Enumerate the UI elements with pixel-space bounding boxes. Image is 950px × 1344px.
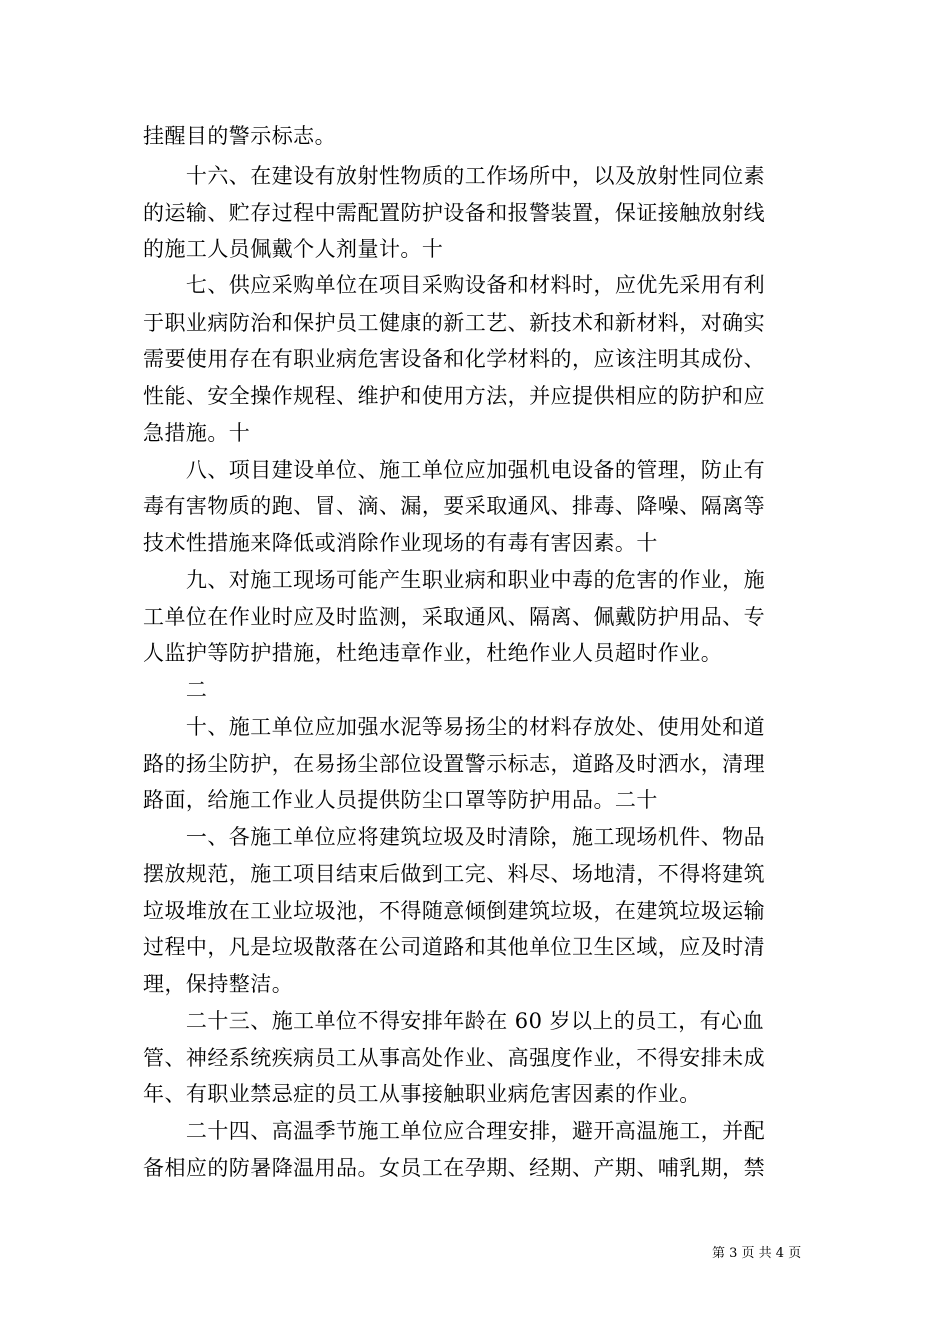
text-line: 急措施。十 xyxy=(143,421,251,445)
page-number: 第 3 页 共 4 页 xyxy=(712,1246,802,1261)
text-line: 管、神经系统疾病员工从事高处作业、高强度作业，不得安排未成 xyxy=(143,1046,766,1070)
text-line: 七、供应采购单位在项目采购设备和材料时，应优先采用有利 xyxy=(143,273,766,297)
text-line: 技术性措施来降低或消除作业现场的有毒有害因素。十 xyxy=(143,531,658,555)
text-line: 过程中，凡是垃圾散落在公司道路和其他单位卫生区域，应及时清 xyxy=(143,935,766,959)
text-line: 的施工人员佩戴个人剂量计。十 xyxy=(143,237,444,261)
text-line: 九、对施工现场可能产生职业病和职业中毒的危害的作业，施 xyxy=(143,568,766,592)
text-line: 一、各施工单位应将建筑垃圾及时清除，施工现场机件、物品 xyxy=(143,825,766,849)
text-line: 路面，给施工作业人员提供防尘口罩等防护用品。二十 xyxy=(143,788,658,812)
text-line: 人监护等防护措施，杜绝违章作业，杜绝作业人员超时作业。 xyxy=(143,641,723,665)
text-line: 需要使用存在有职业病危害设备和化学材料的，应该注明其成份、 xyxy=(143,347,766,371)
text-line: 的运输、贮存过程中需配置防护设备和报警装置，保证接触放射线 xyxy=(143,201,766,225)
text-line: 性能、安全操作规程、维护和使用方法，并应提供相应的防护和应 xyxy=(143,384,766,408)
text-line: 十、施工单位应加强水泥等易扬尘的材料存放处、使用处和道 xyxy=(143,715,766,739)
text-line: 于职业病防治和保护员工健康的新工艺、新技术和新材料，对确实 xyxy=(143,311,766,335)
text-line: 摆放规范，施工项目结束后做到工完、料尽、场地清，不得将建筑 xyxy=(143,862,766,886)
text-line: 二十三、施工单位不得安排年龄在 60 岁以上的员工，有心血 xyxy=(143,1009,765,1033)
text-line: 二十四、高温季节施工单位应合理安排，避开高温施工，并配 xyxy=(143,1119,766,1143)
text-line: 挂醒目的警示标志。 xyxy=(143,124,337,148)
text-line: 八、项目建设单位、施工单位应加强机电设备的管理，防止有 xyxy=(143,458,766,482)
text-line: 工单位在作业时应及时监测，采取通风、隔离、佩戴防护用品、专 xyxy=(143,605,766,629)
text-line: 理，保持整洁。 xyxy=(143,972,294,996)
text-line: 垃圾堆放在工业垃圾池，不得随意倾倒建筑垃圾，在建筑垃圾运输 xyxy=(143,899,766,923)
text-line: 年、有职业禁忌症的员工从事接触职业病危害因素的作业。 xyxy=(143,1082,701,1106)
text-line: 十六、在建设有放射性物质的工作场所中，以及放射性同位素 xyxy=(143,164,766,188)
text-line: 路的扬尘防护，在易扬尘部位设置警示标志，道路及时洒水，清理 xyxy=(143,752,766,776)
text-line: 毒有害物质的跑、冒、滴、漏，要采取通风、排毒、降噪、隔离等 xyxy=(143,494,766,518)
text-line: 二 xyxy=(143,678,208,702)
text-line: 备相应的防暑降温用品。女员工在孕期、经期、产期、哺乳期，禁 xyxy=(143,1156,766,1180)
